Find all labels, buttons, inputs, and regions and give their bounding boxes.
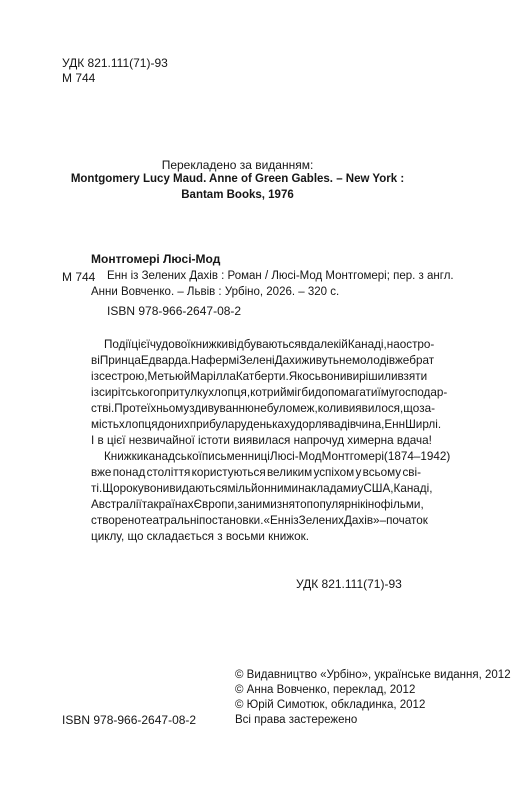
- catalog-title-line1: Енн із Зелених Дахів : Роман / Люсі-Мод Монтгомері; пер. з англ.: [107, 270, 454, 282]
- copyright-translator: © Анна Вовченко, переклад, 2012: [235, 684, 416, 696]
- rights-reserved: Всі права застережено: [235, 714, 358, 726]
- annotation-line: вже понад століття користуються великим успіхом у всьому сві-: [91, 466, 421, 479]
- udk-header: УДК 821.111(71)-93: [62, 56, 168, 70]
- original-publisher: Bantam Books, 1976: [181, 189, 294, 201]
- annotation-line: [91, 529, 421, 545]
- annotation-line: ті. Щороку вони видаються мільйонними накладами у США, Канаді,: [91, 482, 433, 495]
- copyright-block: [235, 668, 511, 728]
- translation-label: Перекладено за виданням:: [161, 158, 314, 172]
- annotation-paragraph-1: [91, 337, 448, 449]
- annotation-line-text: циклу, що складається з восьми книжок.: [91, 530, 309, 543]
- catalog-code: М 744: [62, 270, 96, 284]
- copyright-publisher: © Видавництво «Урбіно», українське видання, 2012: [235, 669, 511, 681]
- catalog-author: Монтгомері Люсі-Мод: [91, 252, 221, 266]
- footer-isbn: ISBN 978-966-2647-08-2: [62, 713, 197, 727]
- annotation-line: [91, 433, 432, 449]
- annotation-line: із сирітського притулку хлопця, котрий міг би допомагати їм у господар-: [91, 386, 448, 399]
- annotation-line: Австралії та країнах Європи, за ними знято популярні кінофільми,: [91, 498, 424, 511]
- original-title: Montgomery Lucy Maud. Anne of Green Gables. – New York :: [70, 173, 405, 185]
- annotation-line: стві. Проте їхньому здивуванню не було меж, коли виявилося, що за-: [91, 402, 436, 415]
- annotation-line: Події цієї чудової книжки відбуваються в далекій Канаді, на остро-: [104, 338, 435, 351]
- catalog-code-header: М 744: [62, 71, 96, 85]
- annotation-line: Книжки канадської письменниці Люсі-Мод Монтгомері (1874–1942): [104, 450, 451, 463]
- annotation-line: із сестрою, Метью й Марілла Катберти. Якось вони вирішили взяти: [91, 370, 428, 383]
- annotation-line-text: І в цієї незвичайної істоти виявилася напрочуд химерна вдача!: [91, 434, 432, 447]
- catalog-title-line2: Анни Вовченко. – Львів : Урбіно, 2026. – 320 с.: [91, 286, 340, 298]
- catalog-isbn: ISBN 978-966-2647-08-2: [107, 304, 242, 318]
- annotation-paragraph-2: [91, 449, 451, 545]
- annotation-line: створено театральні постановки. «Енн із Зелених Дахів» – початок: [91, 514, 428, 527]
- annotation-line: ві Принца Едварда. На фермі Зелені Дахи живуть немолоді вже брат: [91, 354, 435, 367]
- copyright-cover: © Юрій Симотюк, обкладинка, 2012: [235, 699, 426, 711]
- annotation-line: мість хлопця до них прибула руденька худорлява дівчина, Енн Ширлі.: [91, 418, 442, 431]
- annotation-udk: УДК 821.111(71)-93: [296, 577, 402, 591]
